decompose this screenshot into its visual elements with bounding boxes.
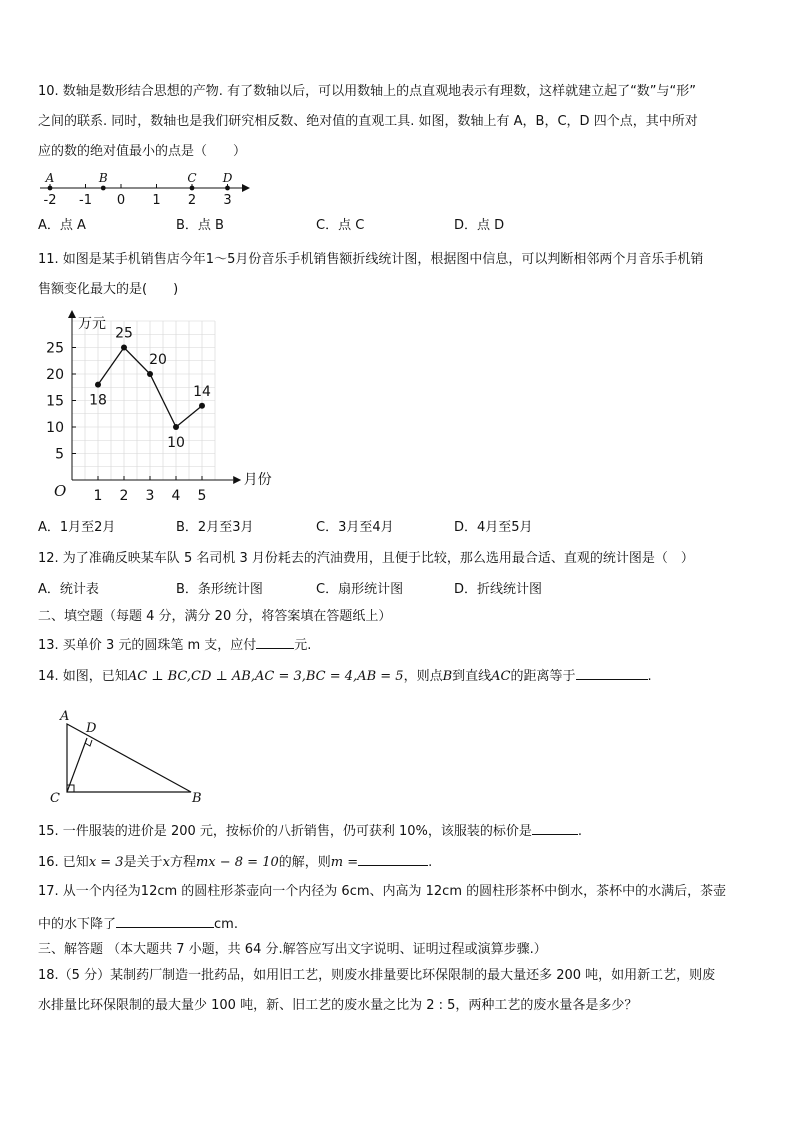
q12-option-c: C．扇形统计图	[316, 582, 404, 597]
q14-text-middle2: 到直线	[452, 669, 492, 684]
q12-option-d: D．折线统计图	[454, 582, 543, 597]
q11-option-b: B．2月至3月	[176, 520, 254, 535]
number-line-tick-label-1: 1	[152, 193, 161, 208]
q10-option-d: D．点 D	[454, 218, 505, 233]
q11-option-a: A．1月至2月	[38, 520, 116, 535]
q10-option-b: B．点 B	[176, 218, 224, 233]
number-line-point-b	[101, 186, 106, 191]
q11-line1: 11. 如图是某手机销售店今年1～5月份音乐手机销售额折线统计图，根据图中信息，可以判断相邻两个月音乐手机销	[38, 252, 704, 267]
q16-math-m: m =	[330, 855, 359, 870]
q17-text-before: 中的水下降了	[38, 917, 117, 932]
q11-option-c: C．3月至4月	[316, 520, 394, 535]
q16-text-mid3: 的解，则	[278, 855, 331, 870]
q16-text-mid2: 方程	[169, 855, 196, 870]
q14-answer-blank[interactable]	[576, 665, 648, 680]
number-line-figure	[36, 170, 256, 210]
q15-text-after: .	[577, 824, 583, 839]
q14-math-line-ac: AC	[491, 669, 511, 684]
q12-line1: 12. 为了准确反映某车队 5 名司机 3 月份耗去的汽油费用，且便于比较，那么选用最合适、直观的统计图是（ ）	[38, 551, 694, 566]
q12-option-b: B．条形统计图	[176, 582, 263, 597]
chart-point-month-5	[199, 403, 205, 409]
q10-option-a: A．点 A	[38, 218, 86, 233]
section-2-heading: 二、填空题（每题 4 分，满分 20 分，将答案填在答题纸上）	[38, 609, 392, 624]
chart-x-tick-label-5: 5	[197, 488, 207, 504]
q17-answer-blank[interactable]	[116, 913, 214, 928]
chart-x-tick-label-3: 3	[145, 488, 155, 504]
q11-line2: 售额变化最大的是( )	[38, 282, 179, 297]
section-3-heading: 三、解答题 （本大题共 7 小题，共 64 分.解答应写出文字说明、证明过程或演算步骤.）	[38, 942, 547, 957]
q14-text-after: 的距离等于	[510, 669, 576, 684]
chart-origin-label: O	[54, 482, 67, 500]
q13-text-after: 元.	[294, 638, 312, 653]
number-line-point-label-b: B	[98, 171, 108, 185]
q13-answer-blank[interactable]	[256, 634, 294, 649]
chart-data-label-month-5: 14	[193, 383, 211, 400]
q14-math-point-b: B	[442, 669, 453, 684]
number-line-point-label-a: A	[45, 171, 55, 185]
q16-math-x3: x = 3	[88, 855, 124, 870]
q13-text-before: 13. 买单价 3 元的圆珠笔 m 支，应付	[38, 638, 257, 653]
chart-x-axis-label: 月份	[243, 472, 272, 488]
q14-math-conditions: AC ⊥ BC,CD ⊥ AB,AC = 3,BC = 4,AB = 5	[127, 669, 404, 684]
label-b: B	[192, 791, 202, 806]
q18-line2: 水排量比环保限制的最大量少 100 吨，新、旧工艺的废水量之比为 2 : 5，两种工艺的废水量各是多少？	[38, 998, 638, 1013]
chart-x-axis-arrow	[233, 476, 241, 484]
chart-data-label-month-3: 20	[149, 352, 167, 368]
chart-y-tick-label-15: 15	[46, 393, 64, 410]
chart-data-label-month-2: 25	[115, 325, 133, 342]
q10-line2: 之间的联系. 同时，数轴也是我们研究相反数、绝对值的直观工具. 如图，数轴上有 A，B，C，D 四个点，其中所对	[38, 114, 698, 129]
chart-data-label-month-4: 10	[167, 435, 185, 451]
q14-text-middle: ，则点	[403, 669, 443, 684]
label-a: A	[60, 709, 70, 724]
number-line-point-d	[225, 186, 230, 191]
q10-option-c: C．点 C	[316, 218, 365, 233]
chart-point-month-4	[173, 424, 179, 430]
q16-text-mid1: 是关于	[123, 855, 163, 870]
q16-math-x: x	[162, 855, 170, 870]
chart-y-tick-label-5: 5	[55, 446, 64, 463]
chart-point-month-3	[147, 371, 153, 377]
chart-x-tick-label-4: 4	[171, 488, 181, 504]
q10-line1: 10. 数轴是数形结合思想的产物. 有了数轴以后，可以用数轴上的点直观地表示有理数，这样就建立起了“数”与“形”	[38, 84, 697, 99]
q15-answer-blank[interactable]	[532, 820, 578, 835]
q13-line	[38, 634, 311, 656]
number-line-arrow	[242, 184, 250, 192]
number-line-point-label-c: C	[187, 171, 197, 185]
q12-option-a: A．统计表	[38, 582, 99, 597]
q14-line	[38, 665, 652, 687]
number-line-tick-label-3: 3	[223, 193, 232, 208]
q16-math-equation: mx − 8 = 10	[195, 855, 279, 870]
q10-line3: 应的数的绝对值最小的点是（ ）	[38, 144, 247, 159]
chart-y-tick-label-25: 25	[46, 340, 64, 357]
number-line-tick-label--1: -1	[79, 193, 92, 208]
q16-text-before: 16. 已知	[38, 855, 89, 870]
number-line-tick-label-0: 0	[116, 193, 126, 208]
q15-text-before: 15. 一件服装的进价是 200 元，按标价的八折销售，仍可获利 10%，该服装的标价是	[38, 824, 532, 839]
chart-x-tick-label-2: 2	[119, 488, 129, 504]
q16-text-after: .	[428, 855, 433, 870]
chart-y-axis-label: 万元	[78, 316, 106, 332]
triangle-figure	[46, 706, 216, 812]
segment-cd	[67, 738, 87, 792]
label-c: C	[50, 791, 60, 806]
q16-line	[38, 851, 432, 873]
number-line-tick-label--2: -2	[43, 193, 57, 208]
q17-text-after: cm.	[214, 917, 238, 932]
q14-text-end: .	[647, 669, 652, 684]
chart-point-month-2	[121, 345, 127, 351]
q18-line1: 18.（5 分）某制药厂制造一批药品，如用旧工艺，则废水排量要比环保限制的最大量还多 200 吨，如用新工艺，则废	[38, 968, 716, 983]
q16-answer-blank[interactable]	[358, 851, 428, 866]
chart-y-tick-label-10: 10	[46, 420, 64, 436]
chart-y-axis-arrow	[68, 310, 76, 318]
number-line-tick-label-2: 2	[187, 193, 197, 208]
chart-x-tick-label-1: 1	[93, 488, 103, 504]
number-line-point-label-d: D	[222, 171, 233, 185]
q14-text-before: 14. 如图，已知	[38, 669, 128, 684]
sales-line-chart	[36, 308, 276, 508]
label-d: D	[86, 721, 97, 736]
chart-data-label-month-1: 18	[89, 392, 107, 409]
q15-line	[38, 820, 582, 842]
chart-y-tick-label-20: 20	[46, 367, 64, 383]
q17-line2	[38, 913, 238, 935]
number-line-point-a	[48, 186, 53, 191]
chart-point-month-1	[95, 382, 101, 388]
q17-line1: 17. 从一个内径为12cm 的圆柱形茶壶向一个内径为 6cm、内高为 12cm 的圆柱形茶杯中倒水，茶杯中的水满后，茶壶	[38, 884, 727, 899]
q11-option-d: D．4月至5月	[454, 520, 533, 535]
number-line-point-c	[190, 186, 195, 191]
